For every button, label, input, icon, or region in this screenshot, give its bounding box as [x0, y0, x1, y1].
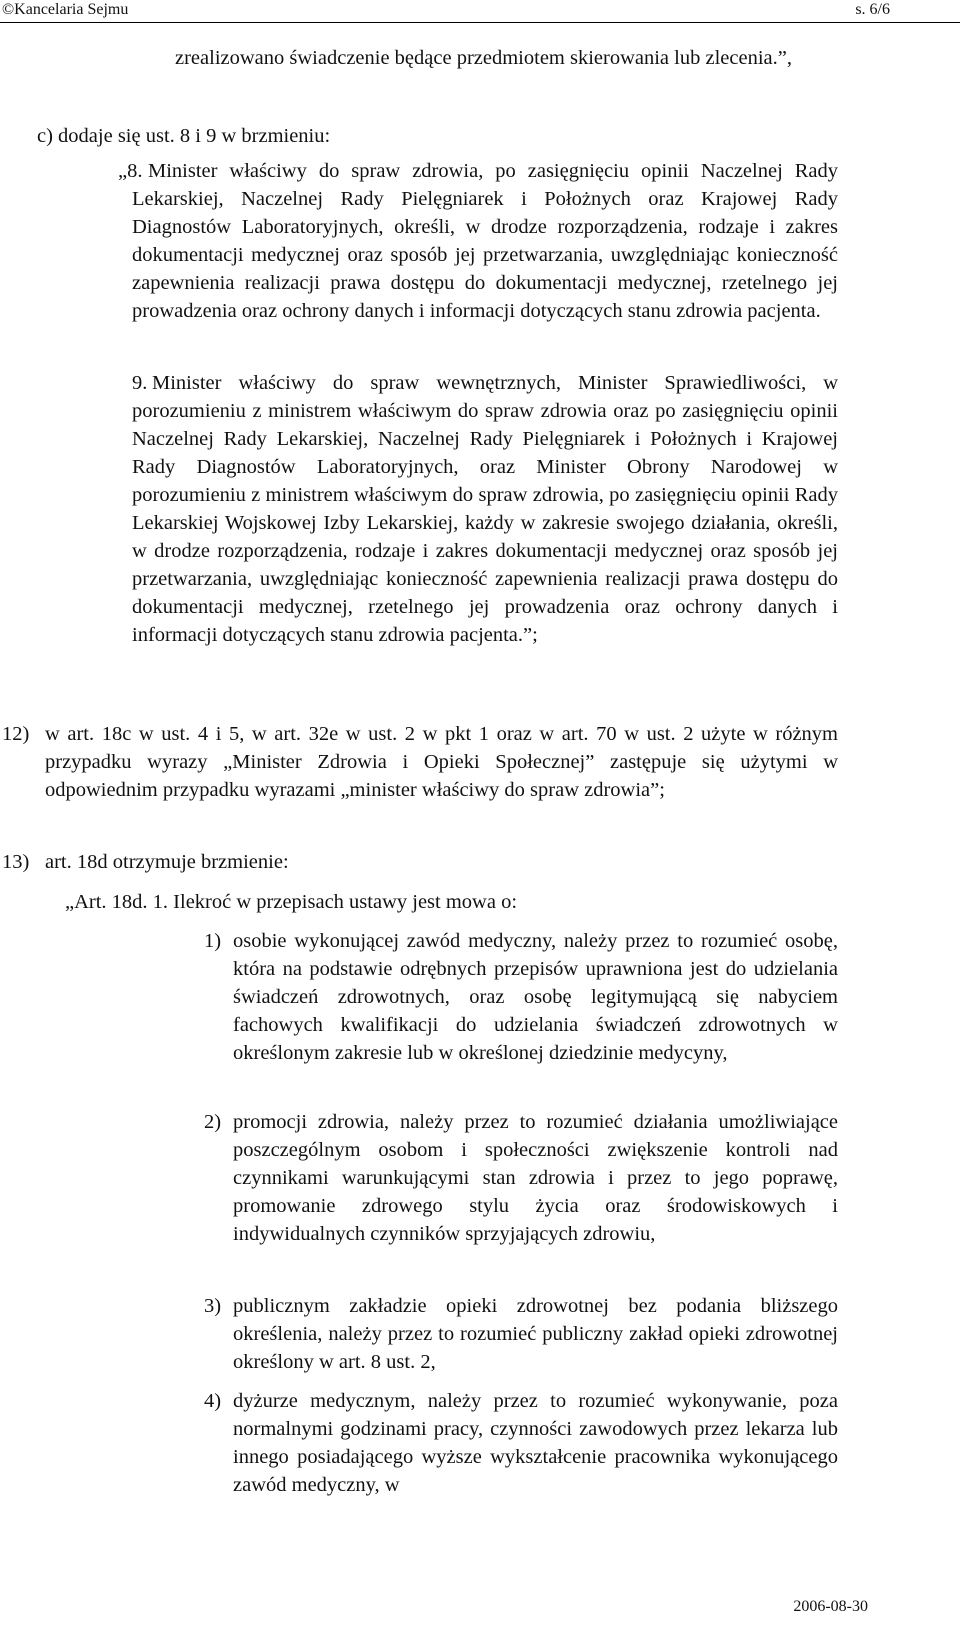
continued-paragraph: zrealizowano świadczenie będące przedmiotem skierowania lub zlecenia.”, [175, 47, 792, 69]
point-13-text: art. 18d otrzymuje brzmienie: [45, 851, 289, 873]
item-c: c) dodaje się ust. 8 i 9 w brzmieniu: [37, 125, 331, 147]
definition-3-label: 3) [204, 1295, 222, 1317]
definition-4-text: dyżurze medycznym, należy przez to rozumieć wykonywanie, poza normalnymi godzinami pracy, czynności zawodowych przez lekarza lub innego posiadającego wyższe wykształcenie pracownika wykonującego zawód medyczny, w [233, 1390, 838, 1496]
ust8-text: Minister właściwy do spraw zdrowia, po zasięgnięciu opinii Naczelnej Rady Lekarskiej, Naczelnej Rady Pielęgniarek i Położnych oraz Krajowej Rady Diagnostów Laboratoryjnych, określi, w drodze rozporządzenia, rodzaje i zakres dokumentacji medycznej oraz sposób jej przetwarzania, uwzględniając konieczność zapewnienia realizacji prawa dostępu do dokumentacji medycznej, rzetelnego jej prowadzenia oraz ochrony danych i informacji dotyczących stanu zdrowia pacjenta. [132, 160, 838, 322]
header-source: ©Kancelaria Sejmu [2, 1, 129, 18]
ust9-label: 9. [132, 372, 148, 394]
definition-3-text: publicznym zakładzie opieki zdrowotnej bez podania bliższego określenia, należy przez to rozumieć publiczny zakład opieki zdrowotnej określony w art. 8 ust. 2, [233, 1295, 838, 1373]
ust9-text: Minister właściwy do spraw wewnętrznych, Minister Sprawiedliwości, w porozumieniu z ministrem właściwym do spraw zdrowia oraz po zasięgnięciu opinii Naczelnej Rady Lekarskiej, Naczelnej Rady Pielęgniarek i Położnych i Krajowej Rady Diagnostów Laboratoryjnych, oraz Minister Obrony Narodowej w porozumieniu z ministrem właściwym do spraw zdrowia, po zasięgnięciu opinii Rady Lekarskiej Wojskowej Izby Lekarskiej, każdy w zakresie swojego działania, określi, w drodze rozporządzenia, rodzaje i zakres dokumentacji medycznej oraz sposób jej przetwarzania, uwzględniając konieczność zapewnienia realizacji prawa dostępu do dokumentacji medycznej, rzetelnego jej prowadzenia oraz ochrony danych i informacji dotyczących stanu zdrowia pacjenta.”; [132, 372, 838, 646]
ust8-label: „8. [118, 160, 143, 182]
definition-1-label: 1) [204, 930, 222, 952]
page-number: s. 6/6 [855, 1, 890, 18]
definition-2-text: promocji zdrowia, należy przez to rozumieć działania umożliwiające poszczególnym osobom i społeczności zwiększenie kontroli nad czynnikami warunkującymi stan zdrowia i przez to jego poprawę, promowanie zdrowego stylu życia oraz środowiskowych i indywidualnych czynników sprzyjających zdrowiu, [233, 1111, 838, 1245]
point-12-label: 12) [2, 723, 30, 745]
page-header [0, 0, 960, 23]
definition-1-text: osobie wykonującej zawód medyczny, należy przez to rozumieć osobę, która na podstawie odrębnych przepisów uprawniona jest do udzielania świadczeń zdrowotnych, oraz osobę legitymującą się nabyciem fachowych kwalifikacji do udzielania świadczeń zdrowotnych w określonym zakresie lub w określonej dziedzinie medycyny, [233, 930, 838, 1064]
definition-2-label: 2) [204, 1111, 222, 1133]
point-13-label: 13) [2, 851, 30, 873]
point-12-text: w art. 18c w ust. 4 i 5, w art. 32e w ust. 2 w pkt 1 oraz w art. 70 w ust. 2 użyte w różnym przypadku wyrazy „Minister Zdrowia i Opieki Społecznej” zastępuje się użytymi w odpowiednim przypadku wyrazami „minister właściwy do spraw zdrowia”; [45, 723, 838, 801]
definition-4-label: 4) [204, 1390, 222, 1412]
page-date: 2006-08-30 [793, 1598, 868, 1615]
art-18d-intro: „Art. 18d. 1. Ilekroć w przepisach ustawy jest mowa o: [65, 891, 518, 913]
